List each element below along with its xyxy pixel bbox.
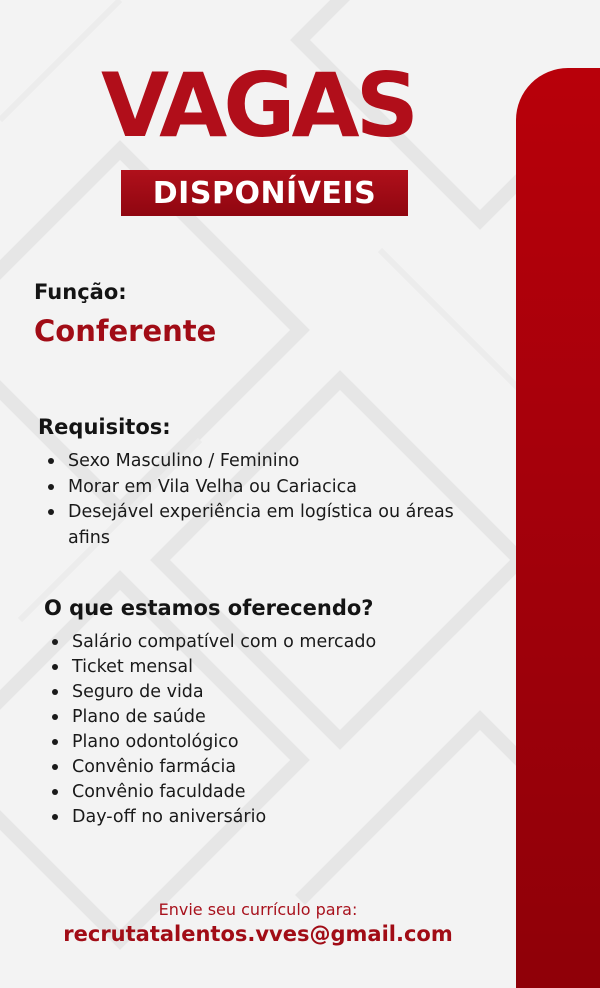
list-item: Sexo Masculino / Feminino [46,449,466,475]
requirements-list [46,449,466,551]
footer-instruction: Envie seu currículo para: [158,900,358,919]
benefits-heading: O que estamos oferecendo? [44,596,374,620]
list-item: Plano de saúde [50,705,470,730]
list-item: Day-off no aniversário [50,805,470,830]
list-item: Desejável experiência em logística ou áreas afins [46,500,466,551]
list-item: Convênio faculdade [50,780,470,805]
list-item: Plano odontológico [50,730,470,755]
role-label: Função: [34,280,127,304]
list-item: Ticket mensal [50,655,470,680]
poster-subtitle-banner: DISPONÍVEIS [121,170,408,216]
benefits-list [50,630,470,830]
poster-title: VAGAS [101,54,415,157]
list-item: Morar em Vila Velha ou Cariacica [46,475,466,501]
list-item: Convênio farmácia [50,755,470,780]
list-item: Seguro de vida [50,680,470,705]
list-item: Salário compatível com o mercado [50,630,470,655]
requirements-heading: Requisitos: [38,415,171,439]
role-value: Conferente [34,314,217,348]
contact-email: recrutatalentos.vves@gmail.com [63,922,453,946]
